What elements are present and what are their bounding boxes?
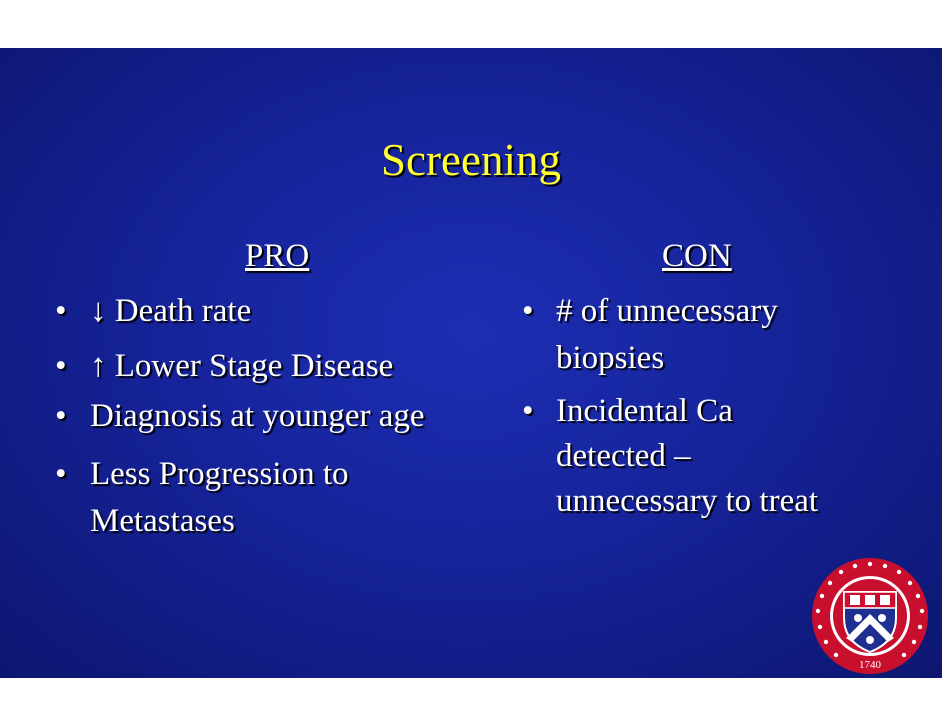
down-arrow-icon: ↓ [90,293,107,329]
bullet-icon: • [55,398,67,434]
pro-heading: PRO [245,238,310,274]
slide [0,48,942,678]
con-item-2-line-3: unnecessary to treat [556,483,819,519]
slide-title: Screening [381,135,561,185]
con-item-2-line-2: detected – [556,438,691,474]
con-item-2-line-1: Incidental Ca [556,393,733,429]
bullet-icon: • [55,293,67,329]
pro-item-2: ↑ Lower Stage Disease [90,348,394,384]
con-item-1-line-1: # of unnecessary [556,293,778,329]
bullet-icon: • [522,293,534,329]
bullet-icon: • [522,393,534,429]
university-seal-logo [810,556,930,676]
bullet-icon: • [55,348,67,384]
bullet-icon: • [55,456,67,492]
seal-year: 1740 [859,659,881,671]
up-arrow-icon: ↑ [90,348,107,384]
pro-item-4-line-1: Less Progression to [90,456,349,492]
pro-item-3: Diagnosis at younger age [90,398,425,434]
pro-item-4-line-2: Metastases [90,503,235,539]
pro-item-1: ↓ Death rate [90,293,252,329]
con-heading: CON [662,238,732,274]
con-item-1-line-2: biopsies [556,340,665,376]
